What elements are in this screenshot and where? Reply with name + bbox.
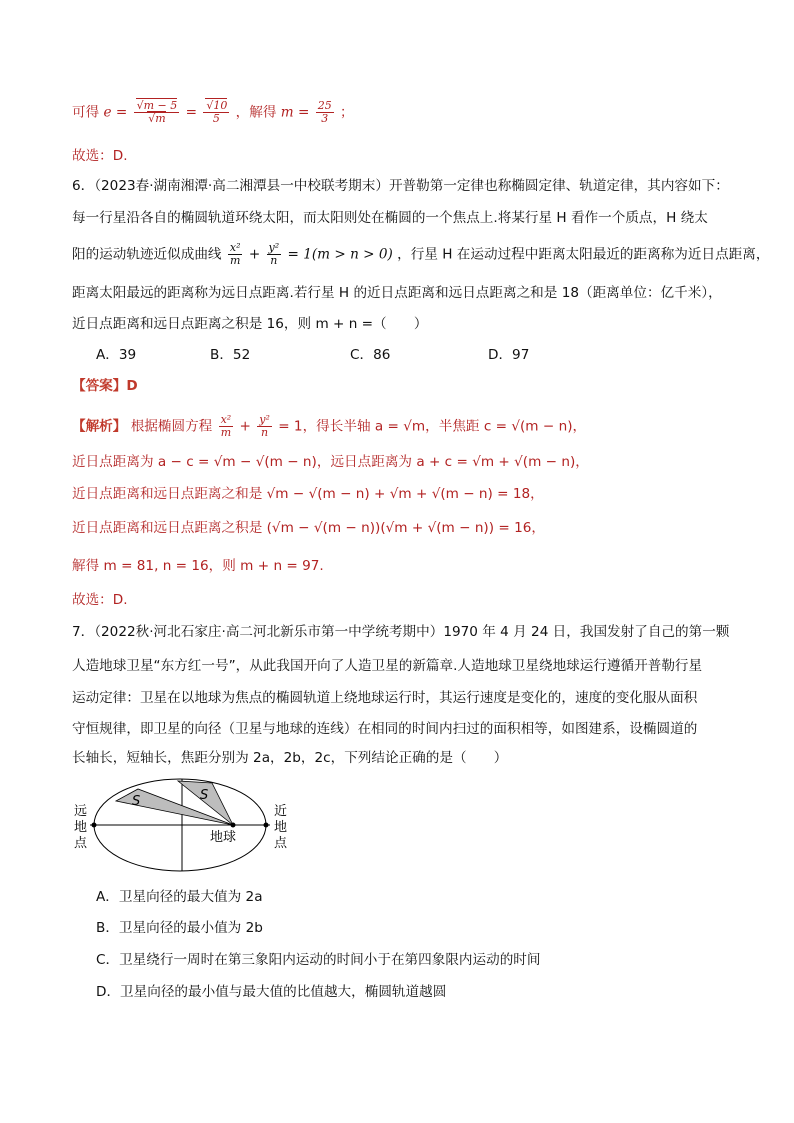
e-value-fraction (203, 100, 229, 125)
analysis-frac-x-den: m (220, 426, 232, 439)
q6-option-b[interactable]: B．52 (210, 347, 251, 363)
q6-frac-x (228, 242, 243, 267)
apogee-label-2: 地 (74, 820, 88, 835)
earth-label: 地球 (210, 830, 237, 845)
q6-option-a[interactable]: A．39 (96, 347, 137, 363)
q6-option-d[interactable]: D．97 (488, 347, 530, 363)
q6-line-5: 近日点距离和远日点距离之积是 16，则 m + n =（ ） (72, 316, 428, 332)
q6-analysis-line-4: 近日点距离和远日点距离之积是 (√m − √(m − n))(√m + √(m − n)) = 16， (72, 520, 545, 536)
analysis-frac-y-den: n (261, 426, 269, 439)
q6-frac-y-den: n (270, 254, 278, 267)
q6-line-3b: ，行星 H 在运动过程中距离太阳最近的距离称为近日点距离， (397, 246, 770, 263)
perigee-label-3: 点 (274, 836, 288, 851)
q7-option-d[interactable]: D．卫星向径的最小值与最大值的比值越大，椭圆轨道越圆 (96, 984, 447, 1000)
prev-solution-prefix: 可得 (72, 104, 100, 121)
e-value-numerator: √ 10 (205, 98, 227, 112)
m-value-denominator: 3 (321, 112, 329, 125)
q6-condition: = 1(m > n > 0) (287, 246, 393, 263)
e-equals: = (185, 104, 197, 121)
q7-line-1: 7．（2022秋·河北石家庄·高二河北新乐市第一中学统考期中）1970 年 4 月 24 日，我国发射了自己的第一颗 (72, 624, 730, 640)
answer-value: D (126, 378, 138, 394)
area-label-right: S (200, 788, 209, 803)
q6-answer-line (72, 376, 138, 396)
m-value-numerator: 25 (317, 99, 332, 112)
prev-choose: 故选：D. (72, 148, 128, 164)
e-fraction (134, 100, 180, 125)
m-value-fraction (316, 100, 334, 125)
answer-tag: 【答案】 (72, 378, 127, 394)
q6-analysis-line-5: 解得 m = 81, n = 16，则 m + n = 97. (72, 558, 324, 574)
e-value-denominator: 5 (212, 112, 220, 125)
analysis-tag: 【解析】 (72, 418, 127, 435)
q7-option-a[interactable]: A．卫星向径的最大值为 2a (96, 889, 263, 905)
q6-frac-x-num: x² (229, 241, 241, 254)
m-equals: m = (280, 104, 310, 121)
prev-solution-mid: ，解得 (235, 104, 277, 121)
analysis-plus: + (239, 418, 251, 435)
q6-analysis-line-1 (72, 414, 586, 439)
perigee-point (264, 823, 269, 828)
perigee-label-2: 地 (274, 820, 288, 835)
e-numerator: √ m − 5 (136, 98, 178, 112)
q6-line-3a: 阳的运动轨迹近似成曲线 (72, 246, 222, 263)
analysis-frac-x-num: x² (220, 413, 232, 426)
prev-solution-line (72, 100, 354, 125)
prev-solution-end: ； (340, 104, 354, 121)
analysis-1b: = 1，得长半轴 a = √m，半焦距 c = √(m − n)， (278, 418, 587, 435)
analysis-frac-y-num: y² (259, 413, 270, 426)
q6-frac-y (267, 242, 282, 267)
q6-option-c[interactable]: C．86 (350, 347, 391, 363)
q6-choose: 故选：D. (72, 592, 128, 608)
q7-option-b[interactable]: B．卫星向径的最小值为 2b (96, 920, 263, 936)
earth-point (231, 823, 236, 828)
q6-line-1: 6．（2023春·湖南湘潭·高二湘潭县一中校联考期末）开普勒第一定律也称椭圆定律、轨道定律，其内容如下： (72, 178, 729, 194)
q7-line-5: 长轴长，短轴长，焦距分别为 2a，2b，2c，下列结论正确的是（ ） (72, 750, 508, 766)
q7-line-3: 运动定律：卫星在以地球为焦点的椭圆轨道上绕地球运行时，其运行速度是变化的，速度的变化服从面积 (72, 690, 698, 706)
orbit-figure (70, 775, 290, 875)
apogee-label-3: 点 (74, 836, 88, 851)
q6-analysis-line-3: 近日点距离和远日点距离之和是 √m − √(m − n) + √m + √(m − n) = 18， (72, 486, 544, 502)
apogee-point (92, 823, 97, 828)
q6-line-4: 距离太阳最远的距离称为远日点距离.若行星 H 的近日点距离和远日点距离之和是 18（距离单位：亿千米）， (72, 285, 722, 301)
analysis-frac-y (257, 414, 272, 439)
q6-frac-x-den: m (229, 254, 241, 267)
q6-analysis-line-2: 近日点距离为 a − c = √m − √(m − n)，远日点距离为 a + c = √m + √(m − n)， (72, 454, 589, 470)
q7-line-4: 守恒规律，即卫星的向径（卫星与地球的连线）在相同的时间内扫过的面积相等，如图建系，设椭圆道的 (72, 721, 698, 737)
analysis-frac-x (219, 414, 234, 439)
e-denominator: √ m (147, 111, 165, 125)
q6-plus: + (248, 246, 261, 263)
e-formula-lhs: e = (103, 104, 128, 121)
q6-frac-y-num: y² (268, 241, 280, 254)
analysis-1a: 根据椭圆方程 (130, 418, 213, 435)
q6-line-2: 每一行星沿各自的椭圆轨道环绕太阳，而太阳则处在椭圆的一个焦点上.将某行星 H 看作一个质点，H 绕太 (72, 210, 708, 226)
q7-line-2: 人造地球卫星“东方红一号”，从此我国开向了人造卫星的新篇章.人造地球卫星绕地球运行遵循开普勒行星 (72, 658, 703, 674)
apogee-label-1: 远 (74, 804, 88, 819)
q6-line-3 (72, 242, 769, 267)
perigee-label-1: 近 (274, 804, 288, 819)
q7-option-c[interactable]: C．卫星绕行一周时在第三象阳内运动的时间小于在第四象限内运动的时间 (96, 952, 541, 968)
area-label-left: S (132, 794, 141, 809)
